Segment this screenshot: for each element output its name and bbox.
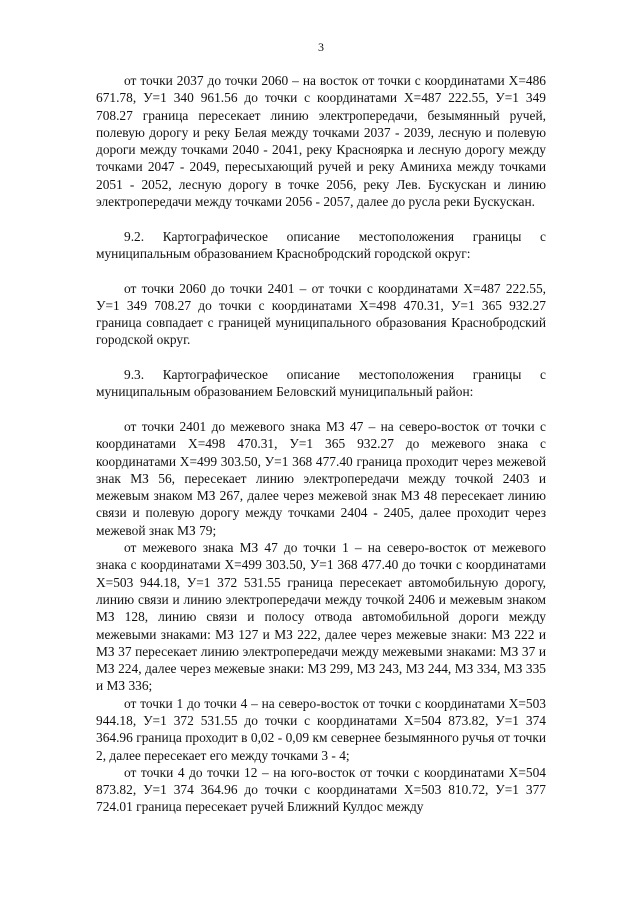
page-number: 3: [318, 40, 324, 54]
spacer: [96, 401, 546, 418]
paragraph-2037-2060: от точки 2037 до точки 2060 – на восток от точки с координатами X=486 671.78, У=1 340 961.56 до точки с координатами X=487 222.55, У=1 349 708.27 граница пересекает линию электропередачи, безымянный ручей, полевую дорогу и реку Белая между точками 2037 - 2039, лесную и полевую дороги между точками 2040 - 2041, реку Красноярка и лесную дорогу между точками 2047 - 2049, пересыхающий ручей и реку Аминиха между точками 2051 - 2052, лесную дорогу в точке 2056, реку Лев. Бускускан и линию электропередачи между точками 2056 - 2057, далее до русла реки Бускускан.: [96, 73, 546, 210]
paragraph-2060-2401: от точки 2060 до точки 2401 – от точки с координатами X=487 222.55, У=1 349 708.27 до точки с координатами X=498 470.31, У=1 365 932.27 граница совпадает с границей муниципального образования Краснобродский городской округ.: [96, 280, 546, 348]
section-heading-9-3: 9.3. Картографическое описание местоположения границы с муниципальным образованием Беловский муниципальный район:: [96, 367, 546, 400]
paragraph-mz47-1: от межевого знака МЗ 47 до точки 1 – на северо-восток от межевого знака с координатами X=499 303.50, У=1 368 477.40 до точки с координатами X=503 944.18, У=1 372 531.55 граница пересекает автомобильную дорогу, линию связи и линию электропередачи между точкой 2406 и межевым знаком МЗ 128, линию связи и полосу отвода автомобильной дороги между межевыми знаками: МЗ 127 и МЗ 222, далее через межевые знаки: МЗ 222 и МЗ 37 пересекает линию электропередачи между межевыми знаками: МЗ 37 и МЗ 224, далее через межевые знаки: МЗ 299, МЗ 243, МЗ 244, МЗ 334, МЗ 335 и МЗ 336;: [96, 540, 546, 694]
paragraph-4-12: от точки 4 до точки 12 – на юго-восток от точки с координатами X=504 873.82, У=1 374 364.96 до точки с координатами X=503 810.72, У=1 377 724.01 граница пересекает ручей Ближний Кулдос между: [96, 764, 546, 815]
paragraph-1-4: от точки 1 до точки 4 – на северо-восток от точки с координатами X=503 944.18, У=1 372 531.55 до точки с координатами X=504 873.82, У=1 374 364.96 граница проходит в 0,02 - 0,09 км севернее безымянного ручья от точки 2, далее пересекает его между точками 3 - 4;: [96, 695, 546, 763]
spacer: [96, 349, 546, 366]
spacer: [96, 262, 546, 279]
paragraph-2401-mz47: от точки 2401 до межевого знака МЗ 47 – на северо-восток от точки с координатами X=498 470.31, У=1 365 932.27 до межевого знака с координатами X=499 303.50, У=1 368 477.40 граница проходит через межевой знак МЗ 56, пересекает линию электропередачи между точкой 2403 и межевым знаком МЗ 267, далее через межевой знак МЗ 48 пересекает линию связи и полевую дорогу между точками 2404 - 2405, далее проходит через межевой знак МЗ 79;: [96, 418, 546, 538]
section-heading-9-2: 9.2. Картографическое описание местоположения границы с муниципальным образованием Краснобродский городской округ:: [96, 228, 546, 261]
spacer: [96, 210, 546, 227]
